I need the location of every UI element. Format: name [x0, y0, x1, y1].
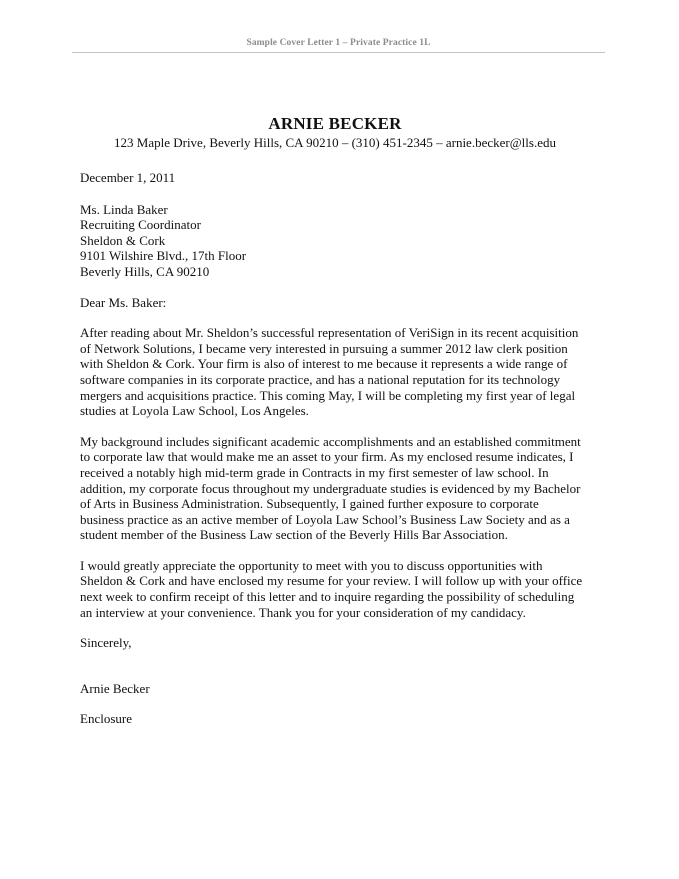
recipient-address: [80, 202, 600, 280]
paragraph-line: mergers and acquisitions practice. This coming May, I will be completing my first year of legal: [80, 387, 576, 403]
paragraph-line: received a notably high mid-term grade in Contracts in my first semester of law school. In: [80, 464, 549, 480]
recipient-line: Beverly Hills, CA 90210: [80, 263, 210, 279]
recipient-line: 9101 Wilshire Blvd., 17th Floor: [80, 248, 247, 264]
paragraph-line: next week to confirm receipt of this letter and to inquire regarding the possibility of scheduling: [80, 589, 575, 605]
header-rule: [72, 52, 605, 53]
paragraph-line: I would greatly appreciate the opportunity to meet with you to discuss opportunities with: [80, 557, 543, 573]
paragraph-line: with Sheldon & Cork. Your firm is also of interest to me because it represents a wide range of: [80, 356, 568, 372]
paragraph: [80, 325, 600, 419]
paragraph-line: addition, my corporate focus throughout my undergraduate studies is evidenced by my Bachelor: [80, 480, 581, 496]
letter-body: [80, 114, 600, 727]
running-header: Sample Cover Letter 1 – Private Practice 1L: [246, 38, 431, 48]
sender-name: ARNIE BECKER: [268, 114, 402, 133]
paragraph-line: an interview at your convenience. Thank you for your consideration of my candidacy.: [80, 604, 526, 620]
paragraph-line: of Arts in Business Administration. Subsequently, I gained further exposure to corporate: [80, 496, 539, 512]
enclosure-note: Enclosure: [80, 711, 132, 727]
signature-name: Arnie Becker: [80, 680, 150, 696]
paragraph-line: of Network Solutions, I became very interested in pursuing a summer 2012 law clerk position: [80, 340, 568, 356]
closing: Sincerely,: [80, 635, 132, 651]
paragraph-line: business practice as an active member of Loyola Law School’s Business Law Society and as a: [80, 511, 570, 527]
recipient-line: Recruiting Coordinator: [80, 217, 201, 233]
paragraph-line: student member of the Business Law section of the Beverly Hills Bar Association.: [80, 527, 508, 543]
recipient-line: Ms. Linda Baker: [80, 201, 168, 217]
paragraph-line: Sheldon & Cork and have enclosed my resume for your review. I will follow up with your office: [80, 573, 583, 589]
paragraph-line: studies at Loyola Law School, Los Angeles.: [80, 403, 309, 419]
salutation: Dear Ms. Baker:: [80, 294, 167, 310]
letter-date: December 1, 2011: [80, 170, 176, 185]
paragraph-line: After reading about Mr. Sheldon’s successful representation of VeriSign in its recent acquisition: [80, 325, 579, 341]
sender-contact: 123 Maple Drive, Beverly Hills, CA 90210 – (310) 451-2345 – arnie.becker@lls.edu: [114, 135, 556, 150]
paragraph-line: to corporate law that would make me an asset to your firm. As my enclosed resume indicates, I: [80, 449, 574, 465]
paragraph-line: My background includes significant academic accomplishments and an established commitment: [80, 433, 581, 449]
paragraph: [80, 434, 600, 543]
paragraph-line: software companies in its corporate practice, and has a national reputation for its technology: [80, 371, 561, 387]
paragraph: [80, 558, 600, 620]
recipient-line: Sheldon & Cork: [80, 232, 166, 248]
